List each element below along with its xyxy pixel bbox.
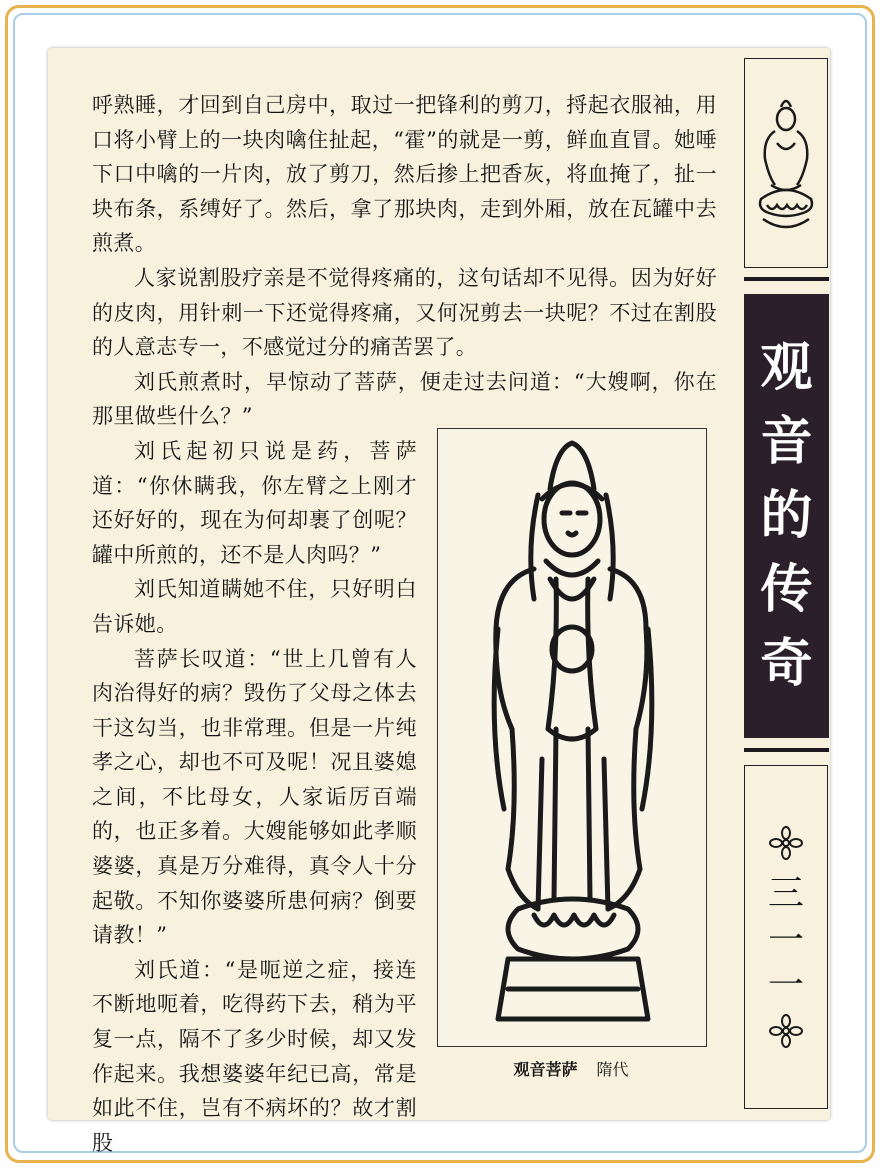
page-number-char-3: 一 [767, 965, 804, 1006]
flower-ornament-icon [769, 826, 803, 860]
sidebar-divider-1 [744, 277, 829, 281]
title-char-2: 音 [760, 411, 813, 472]
sidebar-top-panel [744, 58, 828, 268]
paragraph-2: 人家说割股疗亲是不觉得疼痛的，这句话却不见得。因为好好的皮肉，用针刺一下还觉得疼痛，又何况剪去一块呢？不过在割股的人意志专一，不感觉过分的痛苦罢了。 [92, 265, 717, 360]
page-number-char-2: 一 [767, 920, 804, 961]
guanyin-seated-icon [745, 59, 827, 267]
sidebar-page-number-panel [744, 765, 828, 1109]
narrow-paragraph-3: 菩萨长叹道：“世上几曾有人肉治得好的病？毁伤了父母之体去干这勾当，也非常理。但是一片纯孝之心，却也不可及呢！况且婆媳之间，不比母女，人家诟厉百端的，也正多着。大嫂能够如此孝顺婆婆，真是万分难得，真令人十分起敬。不知你婆婆所患何病？倒要请教！” [92, 646, 417, 948]
caption-period: 隋代 [596, 1060, 629, 1079]
title-char-5: 奇 [760, 633, 813, 694]
book-title-vertical [744, 294, 829, 738]
caption-title: 观音菩萨 [513, 1060, 578, 1079]
title-char-4: 传 [760, 559, 813, 620]
figure-caption [437, 1057, 705, 1080]
narrow-paragraph-1: 刘氏起初只说是药，菩萨道：“你休瞒我，你左臂之上刚才还好好的，现在为何却裹了创呢？罐中所煎的，还不是人肉吗？” [92, 438, 417, 567]
title-char-3: 的 [760, 485, 813, 546]
narrow-paragraph-4: 刘氏道：“是呃逆之症，接连不断地呃着，吃得药下去，稍为平复一点，隔不了多少时候，却又发作起来。我想婆婆年纪已高，常是如此不住，岂有不病坏的？故才割股 [92, 957, 417, 1155]
title-char-1: 观 [760, 337, 813, 398]
sidebar-divider-2 [744, 748, 829, 752]
sidebar [744, 58, 828, 1110]
flower-ornament-icon [769, 1014, 803, 1048]
page-number-char-1: 三 [767, 873, 804, 914]
paragraph-1: 呼熟睡，才回到自己房中，取过一把锋利的剪刀，捋起衣服袖，用口将小臂上的一块肉噙住扯起，“霍”的就是一剪，鲜血直冒。她唾下口中噙的一片肉，放了剪刀，然后掺上把香灰，将血掩了，扯一块布条，系缚好了。然后，拿了那块肉，走到外厢，放在瓦罐中去煎煮。 [92, 93, 717, 256]
paragraph-3: 刘氏煎煮时，早惊动了菩萨，便走过去问道：“大嫂啊，你在那里做些什么？” [92, 369, 717, 429]
guanyin-statue-figure [437, 428, 707, 1047]
narrow-paragraph-2: 刘氏知道瞒她不住，只好明白告诉她。 [92, 577, 417, 636]
guanyin-standing-statue-icon [438, 429, 706, 1046]
book-page [48, 48, 830, 1155]
